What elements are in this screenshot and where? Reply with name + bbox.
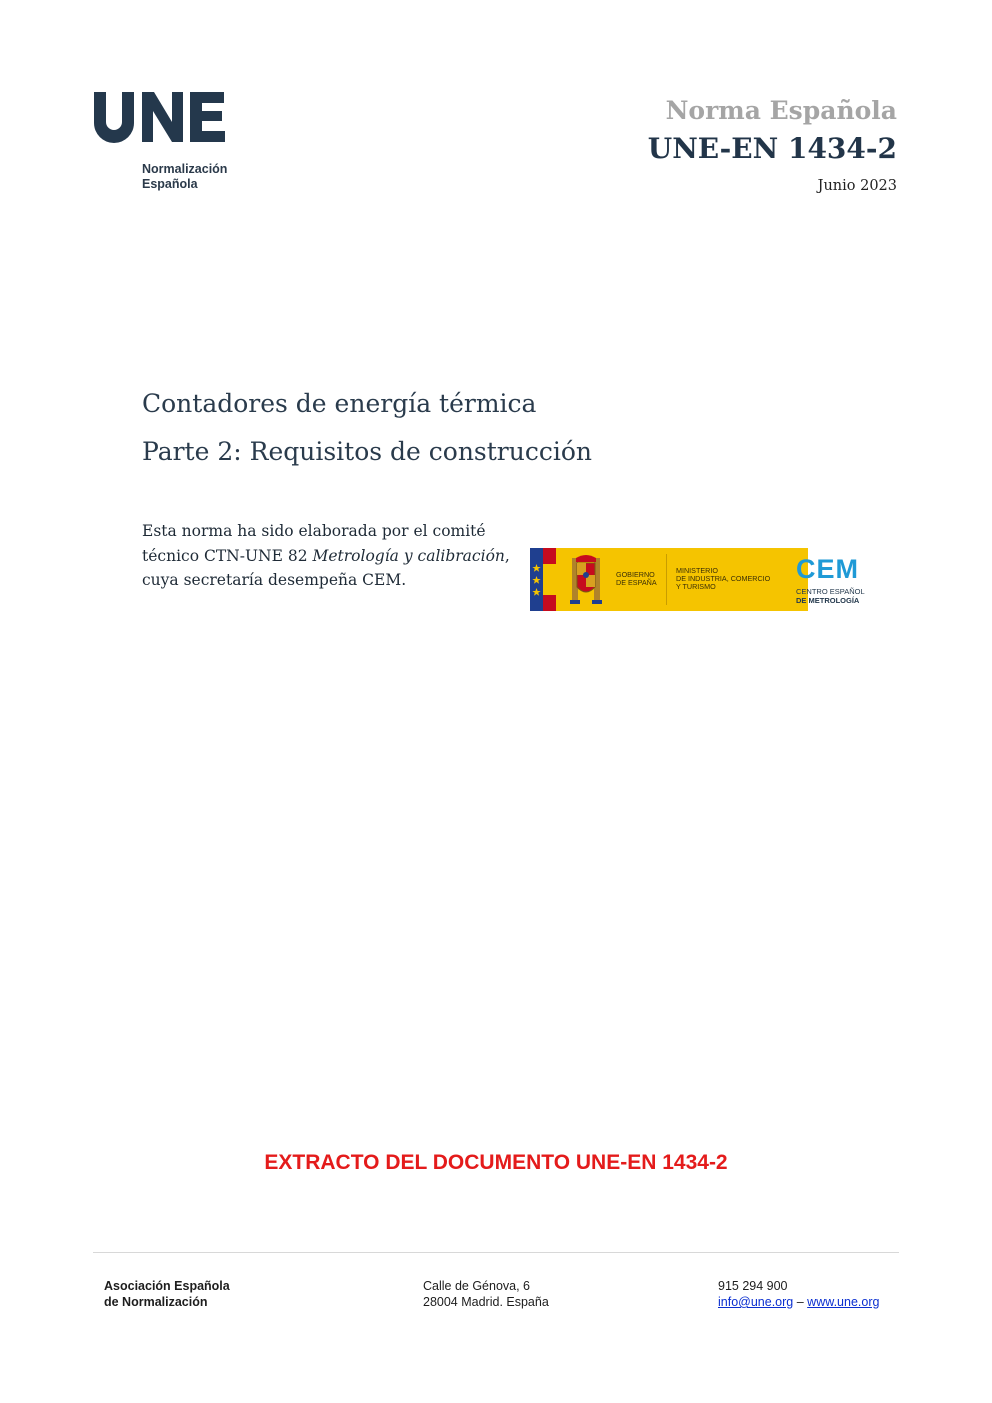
spain-coat-of-arms-icon	[566, 554, 606, 606]
cem-subtitle-line1: CENTRO ESPAÑOL	[796, 587, 865, 596]
footer-link-separator: –	[796, 1295, 804, 1309]
government-cem-logo	[530, 548, 886, 612]
committee-statement	[142, 519, 512, 593]
footer-org-line1: Asociación Española	[104, 1279, 230, 1293]
standard-code: UNE-EN 1434-2	[647, 132, 897, 165]
document-subtitle: Parte 2: Requisitos de construcción	[142, 437, 593, 466]
ministry-name	[676, 567, 791, 591]
document-title: Contadores de energía térmica	[142, 389, 537, 418]
footer-address-line1: Calle de Génova, 6	[423, 1279, 531, 1293]
website-link[interactable]: www.une.org	[807, 1295, 880, 1309]
une-logo	[92, 88, 242, 198]
cem-subtitle-line2	[796, 596, 865, 605]
footer-organization	[104, 1278, 230, 1310]
ministry-name-line1: MINISTERIO	[676, 566, 718, 575]
publication-date: Junio 2023	[817, 178, 897, 194]
footer-contact	[718, 1278, 879, 1310]
committee-text-part1: Esta norma ha sido elaborada por el comité técnico CTN-UNE 82	[142, 522, 486, 565]
footer-org-line2: de Normalización	[104, 1295, 208, 1309]
cem-logo-subtitle	[796, 587, 865, 605]
standard-type-label: Norma Española	[665, 96, 897, 125]
cem-logo-mark: CEM	[796, 554, 859, 584]
cem-subtitle-line2-text: DE METROLOGÍA	[796, 596, 860, 605]
une-logo-subtitle	[142, 162, 227, 192]
committee-name: Metrología y calibración	[312, 546, 505, 565]
footer-phone: 915 294 900	[718, 1279, 788, 1293]
une-logo-subtitle-line2: Española	[142, 177, 198, 191]
ministry-name-line2: DE INDUSTRIA, COMERCIO	[676, 574, 771, 583]
footer-divider	[93, 1252, 899, 1253]
government-name-line2: DE ESPAÑA	[616, 578, 657, 587]
committee-text-part2: , cuya secretaría desempeña CEM.	[142, 546, 510, 589]
footer-address	[423, 1278, 549, 1310]
une-logo-subtitle-line1: Normalización	[142, 162, 228, 176]
eu-spain-flag-icon	[530, 548, 556, 611]
footer-links	[718, 1294, 879, 1310]
une-wordmark-icon	[92, 88, 232, 148]
government-divider	[666, 554, 667, 605]
email-link[interactable]: info@une.org	[718, 1295, 794, 1309]
extract-notice: EXTRACTO DEL DOCUMENTO UNE-EN 1434-2	[264, 1151, 728, 1174]
government-name	[616, 571, 666, 587]
ministry-name-line3: Y TURISMO	[676, 582, 716, 591]
footer-address-line2: 28004 Madrid. España	[423, 1295, 549, 1309]
government-name-line1: GOBIERNO	[616, 570, 655, 579]
